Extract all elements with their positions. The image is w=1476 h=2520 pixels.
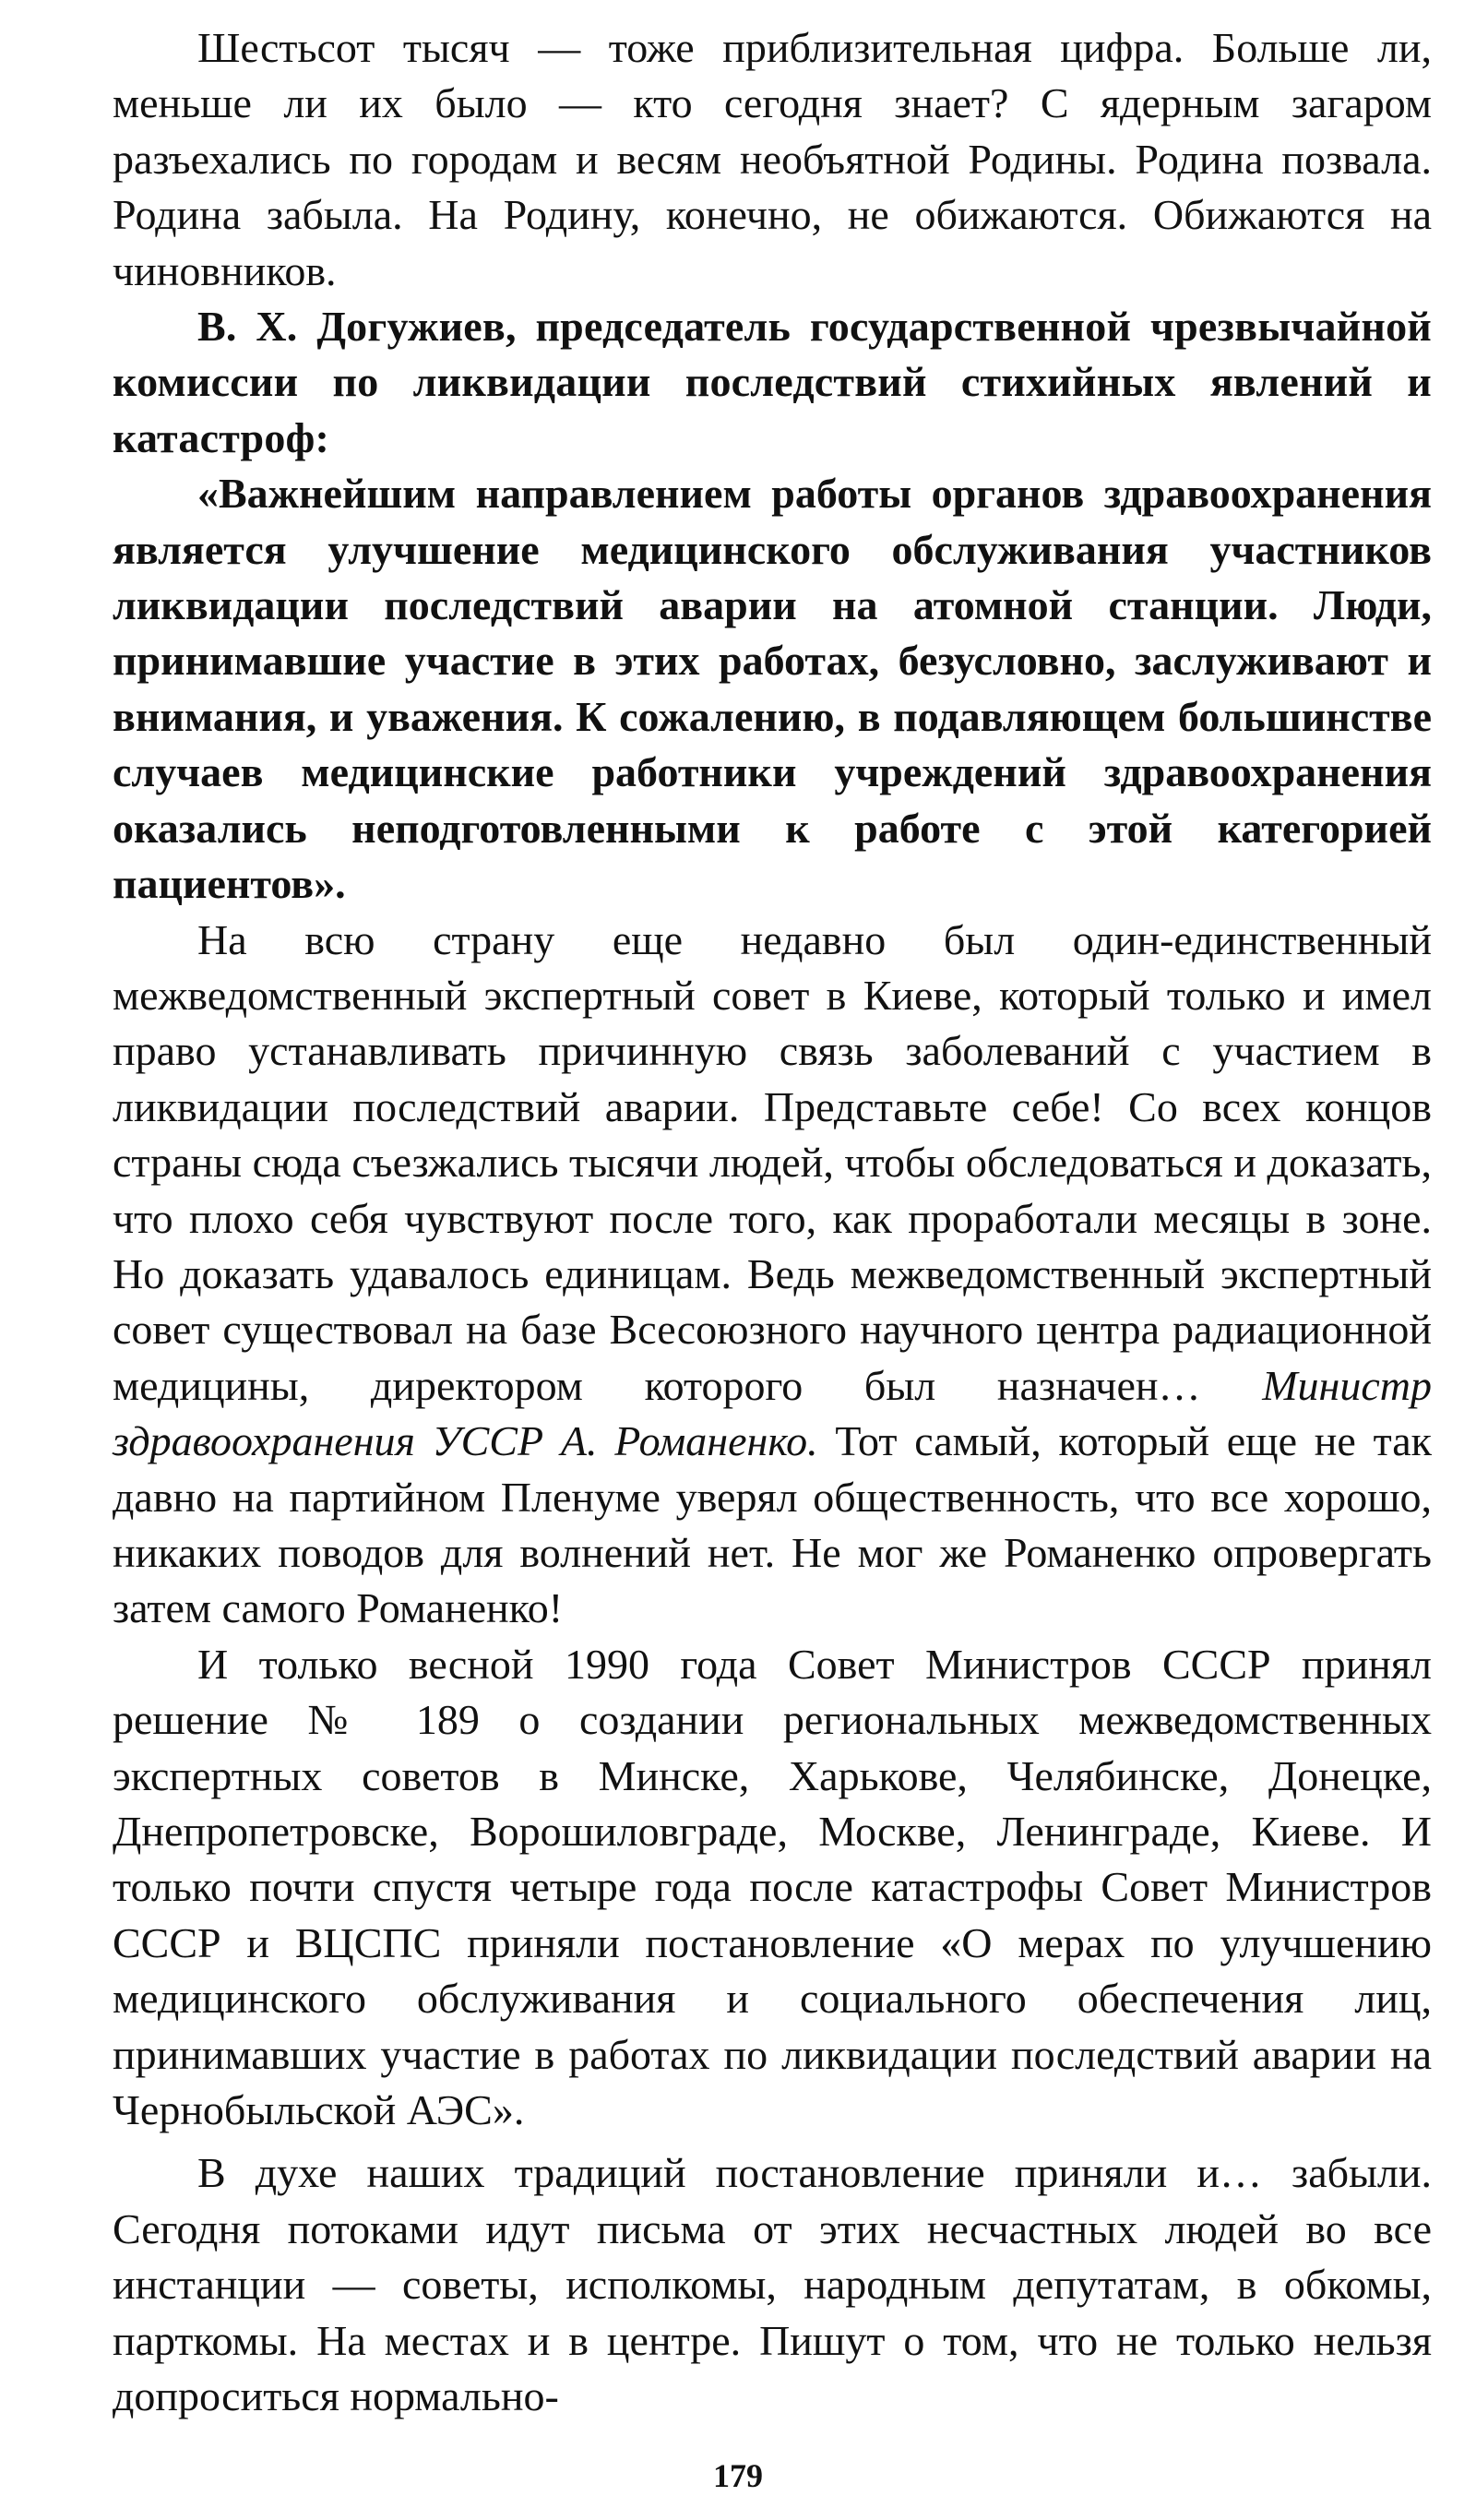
quote-attribution-doguzhiev: В. Х. Догужиев, председатель государственной чрезвычайной комиссии по ликвидации последствий стихийных явлений и катастроф: [113,303,1432,461]
paragraph-expert-council-italic: Министр здравоохранения УССР А. Романенко. [113,1361,1432,1465]
quote-doguzhiev: «Важнейшим направлением работы органов здравоохранения является улучшение медицинского обслуживания участников ликвидации последствий аварии на атомной станции. Люди, принимавшие участие в этих работах, безусловно, заслуживают и внимания, и уважения. К сожалению, в подавляющем большинстве случаев медицинские работники учреждений здравоохранения оказались неподготовленными к работе с этой категорией пациентов». [113,470,1432,908]
book-page [113,20,1432,2419]
paragraph-expert-council-part2: Тот самый, который еще не так давно на партийном Пленуме уверял общественность, что все хорошо, никаких поводов для волнений нет. Не мог же Романенко опровергать затем самого Романенко! [113,1417,1432,1632]
paragraph-thousands: Шестьсот тысяч — тоже приблизительная цифра. Больше ли, меньше ли их было — кто сегодня знает? С ядерным загаром разъехались по городам и весям необъятной Родины. Родина позвала. Родина забыла. На Родину, конечно, не обижаются. Обижаются на чиновников. [113,24,1432,294]
page-number: 179 [713,2457,763,2494]
paragraph-traditions: В духе наших традиций постановление приняли и… забыли. Сегодня потоками идут письма от этих несчастных людей во все инстанции — советы, исполкомы, народным депутатам, в обкомы, парткомы. На местах и в центре. Пишут о том, что не только нельзя допроситься нормально- [113,2149,1432,2420]
paragraph-expert-council-part1: На всю страну еще недавно был один-единственный межведомственный экспертный совет в Киеве, который только и имел право устанавливать причинную связь заболеваний с участием в ликвидации последствий аварии. Представьте себе! Со всех концов страны сюда съезжались тысячи людей, чтобы обследоваться и доказать, что плохо себя чувствуют после того, как проработали месяцы в зоне. Но доказать удавалось единицам. Ведь межведомственный экспертный совет существовал на базе Всесоюзного научного центра радиационной медицины, директором которого был назначен… [113,915,1432,1409]
paragraph-regional-councils: И только весной 1990 года Совет Министров СССР принял решение № 189 о создании региональных межведомственных экспертных советов в Минске, Харькове, Челябинске, Донецке, Днепропетровске, Ворошиловграде, Москве, Ленинграде, Киеве. И только почти спустя четыре года после катастрофы Совет Министров СССР и ВЦСПС приняли постановление «О мерах по улучшению медицинского обслуживания и социального обеспечения лиц, принимавших участие в работах по ликвидации последствий аварии на Чернобыльской АЭС». [113,1640,1432,2134]
paragraph-expert-council [113,913,1432,1637]
